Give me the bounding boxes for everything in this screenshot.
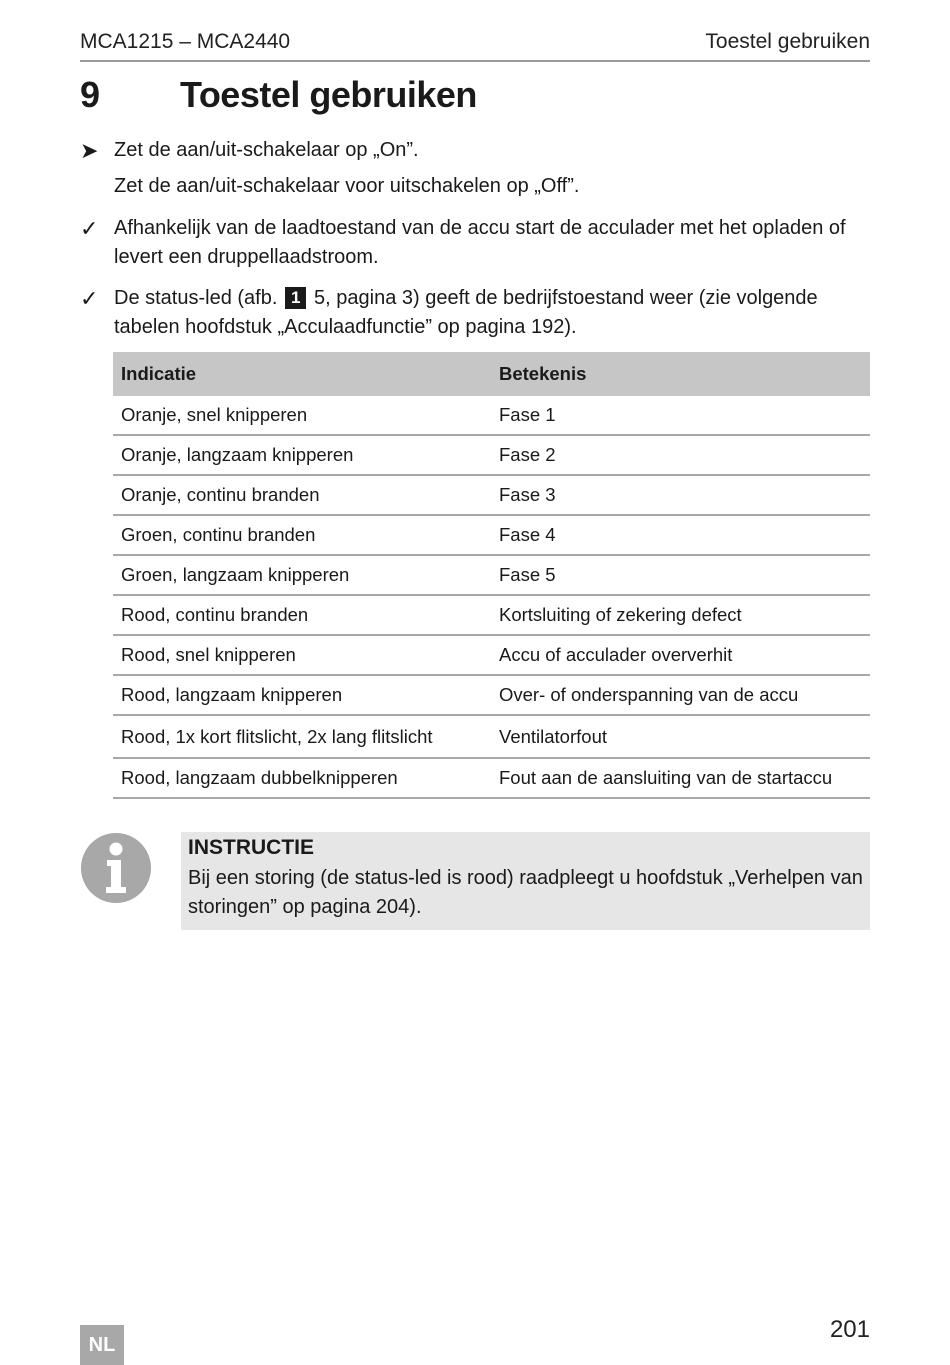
cell-betekenis: Ventilatorfout (491, 715, 870, 758)
chapter-number: 9 (80, 74, 101, 115)
cell-indicatie: Rood, langzaam dubbelknipperen (113, 758, 491, 798)
result-charging (80, 214, 870, 274)
header-model: MCA1215 – MCA2440 (80, 30, 291, 53)
cell-betekenis: Fout aan de aansluiting van de startaccu (491, 758, 870, 798)
table-header-row (113, 352, 870, 396)
step-line-on: Zet de aan/uit-schakelaar op „On”. (114, 139, 419, 161)
header-section: Toestel gebruiken (705, 30, 870, 53)
checkmark-icon: ✓ (80, 286, 99, 311)
cell-betekenis: Fase 4 (491, 515, 870, 555)
table-row (113, 396, 870, 435)
arrow-icon: ➤ (80, 138, 99, 163)
step-text (114, 136, 870, 201)
cell-betekenis: Fase 2 (491, 435, 870, 475)
result-text-after: 5, pagina 3) geeft de bedrijfstoestand weer (zie volgende tabelen hoofdstuk „Acculaadfunctie” op pagina 192). (114, 287, 818, 338)
cell-indicatie: Rood, 1x kort flitslicht, 2x lang flitslicht (113, 715, 491, 758)
instruction-note (181, 832, 870, 930)
cell-betekenis: Kortsluiting of zekering defect (491, 595, 870, 635)
cell-betekenis: Fase 3 (491, 475, 870, 515)
table-row (113, 758, 870, 798)
cell-betekenis: Fase 5 (491, 555, 870, 595)
cell-betekenis: Fase 1 (491, 396, 870, 435)
page-number: 201 (829, 1316, 870, 1343)
step-line-off: Zet de aan/uit-schakelaar voor uitschakelen op „Off”. (114, 175, 580, 197)
table-row (113, 475, 870, 515)
chapter-title: Toestel gebruiken (180, 74, 477, 115)
cell-betekenis: Accu of acculader oververhit (491, 635, 870, 675)
table-row (113, 595, 870, 635)
cell-indicatie: Oranje, continu branden (113, 475, 491, 515)
chapter-heading (80, 74, 870, 124)
cell-indicatie: Groen, continu branden (113, 515, 491, 555)
running-header (80, 28, 870, 62)
result-status-led (80, 284, 870, 344)
figure-reference-badge: 1 (285, 287, 306, 309)
step-action (80, 136, 870, 200)
checkmark-icon: ✓ (80, 216, 99, 241)
table-row (113, 555, 870, 595)
result-text (114, 284, 870, 342)
table-row (113, 635, 870, 675)
cell-indicatie: Rood, langzaam knipperen (113, 675, 491, 715)
result-text: Afhankelijk van de laadtoestand van de accu start de acculader met het opladen of levert een druppellaadstroom. (114, 217, 846, 268)
table-row (113, 675, 870, 715)
cell-indicatie: Rood, continu branden (113, 595, 491, 635)
note-title: INSTRUCTIE (188, 836, 314, 859)
cell-indicatie: Oranje, snel knipperen (113, 396, 491, 435)
table-row (113, 435, 870, 475)
cell-indicatie: Groen, langzaam knipperen (113, 555, 491, 595)
cell-indicatie: Oranje, langzaam knipperen (113, 435, 491, 475)
column-header-betekenis: Betekenis (491, 352, 870, 396)
status-led-table (113, 352, 870, 799)
cell-indicatie: Rood, snel knipperen (113, 635, 491, 675)
column-header-indicatie: Indicatie (113, 352, 491, 396)
language-badge: NL (80, 1325, 124, 1365)
note-text: Bij een storing (de status-led is rood) raadpleegt u hoofdstuk „Verhelpen van storingen” op pagina 204). (188, 867, 863, 918)
result-text-before: De status-led (afb. (114, 287, 278, 309)
table-row (113, 715, 870, 758)
table-row (113, 515, 870, 555)
cell-betekenis: Over- of onderspanning van de accu (491, 675, 870, 715)
info-icon (80, 832, 152, 904)
